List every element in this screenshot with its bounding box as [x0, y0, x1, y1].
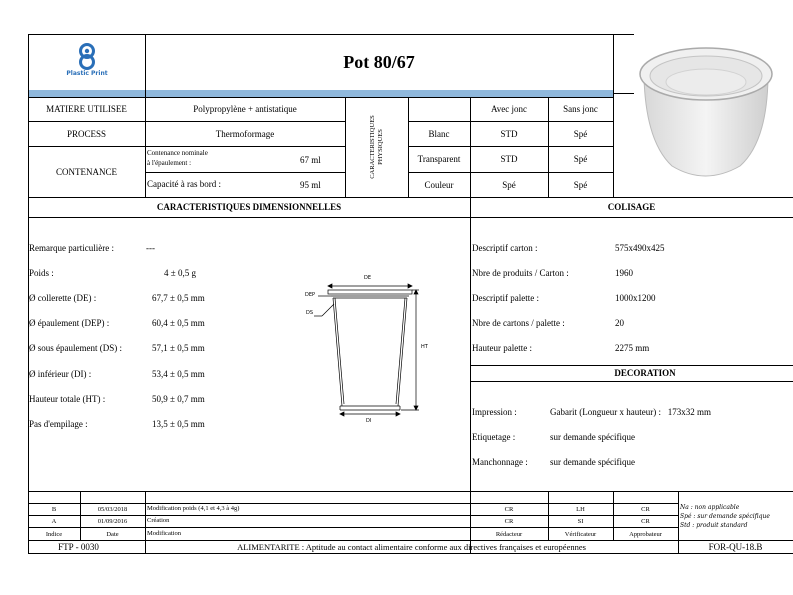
footer-form-code: FOR-QU-18.B — [708, 541, 763, 552]
legend-na: Na : non applicable — [680, 504, 740, 511]
colisage-label: Nbre de cartons / palette : — [472, 318, 565, 328]
rev-modification: Modification poids (4,1 et 4,3 à 4g) — [147, 505, 240, 512]
row-couleur-sans: Spé — [573, 179, 588, 190]
colisage-value: 1000x1200 — [615, 293, 656, 303]
rev-header-modification: Modification — [147, 530, 181, 537]
dim-label: Ø sous épaulement (DS) : — [29, 343, 122, 353]
dim-value: 57,1 ± 0,5 mm — [152, 343, 205, 353]
dim-value: 53,4 ± 0,5 mm — [152, 369, 205, 379]
rev-redacteur: CR — [504, 505, 514, 513]
drawing-label-ht: HT — [421, 344, 428, 350]
dim-value: 67,7 ± 0,5 mm — [152, 293, 205, 303]
rev-indice: B — [51, 505, 57, 513]
rev-indice: A — [51, 517, 57, 525]
row-blanc-label: Blanc — [428, 128, 450, 139]
colisage-title: COLISAGE — [607, 202, 656, 212]
row-transparent-label: Transparent — [417, 154, 461, 164]
dim-value: 13,5 ± 0,5 mm — [152, 419, 205, 429]
dimensions-title: CARACTERISTIQUES DIMENSIONNELLES — [156, 202, 342, 212]
drawing-label-ds: DS — [306, 310, 314, 316]
decoration-label: Impression : — [472, 407, 517, 417]
vertical-label-line2: PHYSIQUES — [377, 129, 384, 165]
rev-approbateur: CR — [641, 517, 650, 525]
contenance-nominale-line1: Contenance nominale — [147, 149, 208, 157]
logo-text: Plastic Print — [66, 70, 108, 77]
materiau-label: MATIERE UTILISEE — [46, 104, 127, 114]
row-transparent-sans: Spé — [573, 154, 588, 164]
decoration-label: Manchonnage : — [472, 457, 528, 467]
contenance-nominale-line2: à l'épaulement : — [147, 159, 192, 167]
dim-label: Ø collerette (DE) : — [29, 293, 97, 303]
dim-label: Hauteur totale (HT) : — [29, 394, 106, 404]
footer-alimentarite: ALIMENTARITE : Aptitude au contact alimentaire conforme aux directives françaises et européennes — [237, 541, 586, 552]
contenance-label: CONTENANCE — [56, 166, 117, 177]
rev-date: 05/03/2018 — [97, 505, 128, 513]
rev-header-verificateur: Vérificateur — [564, 530, 597, 538]
contenance-nominale-value: 67 ml — [300, 155, 321, 165]
process-label: PROCESS — [66, 128, 107, 139]
decoration-label: Etiquetage : — [472, 432, 516, 442]
colisage-label: Descriptif palette : — [472, 293, 539, 303]
dim-label: Ø épaulement (DEP) : — [29, 318, 110, 328]
rev-date: 01/09/2016 — [97, 517, 128, 525]
col-avec-jonc: Avec jonc — [490, 104, 528, 114]
rev-verificateur: LH — [576, 505, 585, 513]
company-logo — [48, 40, 126, 86]
decoration-value: sur demande spécifique — [550, 457, 635, 467]
row-blanc-avec: STD — [500, 128, 518, 139]
drawing-label-dep: DEP — [305, 292, 316, 298]
vertical-label-line1: CARACTERISTIQUES — [369, 115, 376, 179]
row-couleur-label: Couleur — [424, 179, 454, 190]
rev-header-approbateur: Approbateur — [629, 530, 662, 538]
footer-reference: FTP - 0030 — [58, 541, 99, 552]
dim-value: 4 ± 0,5 g — [164, 268, 196, 278]
colisage-label: Descriptif carton : — [472, 243, 538, 253]
colisage-label: Hauteur palette : — [472, 343, 532, 353]
rev-approbateur: CR — [641, 505, 650, 513]
process-value: Thermoformage — [215, 128, 275, 139]
colisage-label: Nbre de produits / Carton : — [472, 268, 569, 278]
rev-header-redacteur: Rédacteur — [495, 530, 523, 538]
header-band — [28, 90, 613, 97]
rev-verificateur: SI — [577, 517, 584, 525]
colisage-value: 1960 — [615, 268, 633, 278]
col-sans-jonc: Sans jonc — [563, 104, 598, 114]
materiau-value: Polypropylène + antistatique — [193, 104, 297, 114]
dim-label: Pas d'empilage : — [29, 419, 88, 429]
capacite-value: 95 ml — [300, 180, 321, 190]
rev-modification: Création — [147, 517, 170, 524]
rev-header-indice: Indice — [45, 530, 63, 538]
physical-vertical-label — [346, 98, 408, 196]
drawing-label-di: DI — [366, 418, 372, 424]
dim-value: --- — [146, 243, 155, 253]
dim-value: 50,9 ± 0,7 mm — [152, 394, 205, 404]
decoration-title: DECORATION — [614, 368, 676, 378]
decoration-value: sur demande spécifique — [550, 432, 635, 442]
rev-redacteur: CR — [504, 517, 514, 525]
product-photo — [630, 38, 780, 188]
row-couleur-avec: Spé — [502, 179, 516, 190]
colisage-value: 2275 mm — [615, 343, 650, 353]
row-blanc-sans: Spé — [573, 128, 588, 139]
legend-std: Std : produit standard — [680, 522, 748, 529]
dim-value: 60,4 ± 0,5 mm — [152, 318, 205, 328]
colisage-value: 20 — [615, 318, 624, 328]
colisage-value: 575x490x425 — [615, 243, 665, 253]
dim-label: Remarque particulière : — [29, 243, 114, 253]
document-title: Pot 80/67 — [343, 51, 415, 72]
dim-label: Poids : — [29, 268, 54, 278]
cup-technical-drawing — [300, 272, 440, 432]
decoration-value: Gabarit (Longueur x hauteur) : 173x32 mm — [550, 407, 711, 417]
row-transparent-avec: STD — [500, 154, 518, 164]
drawing-label-de: DE — [364, 275, 372, 281]
capacite-label: Capacité à ras bord : — [147, 179, 221, 189]
legend-spe: Spé : sur demande spécifique — [680, 513, 770, 520]
legend — [680, 503, 770, 530]
rev-header-date: Date — [106, 530, 119, 538]
dim-label: Ø inférieur (DI) : — [29, 369, 92, 379]
